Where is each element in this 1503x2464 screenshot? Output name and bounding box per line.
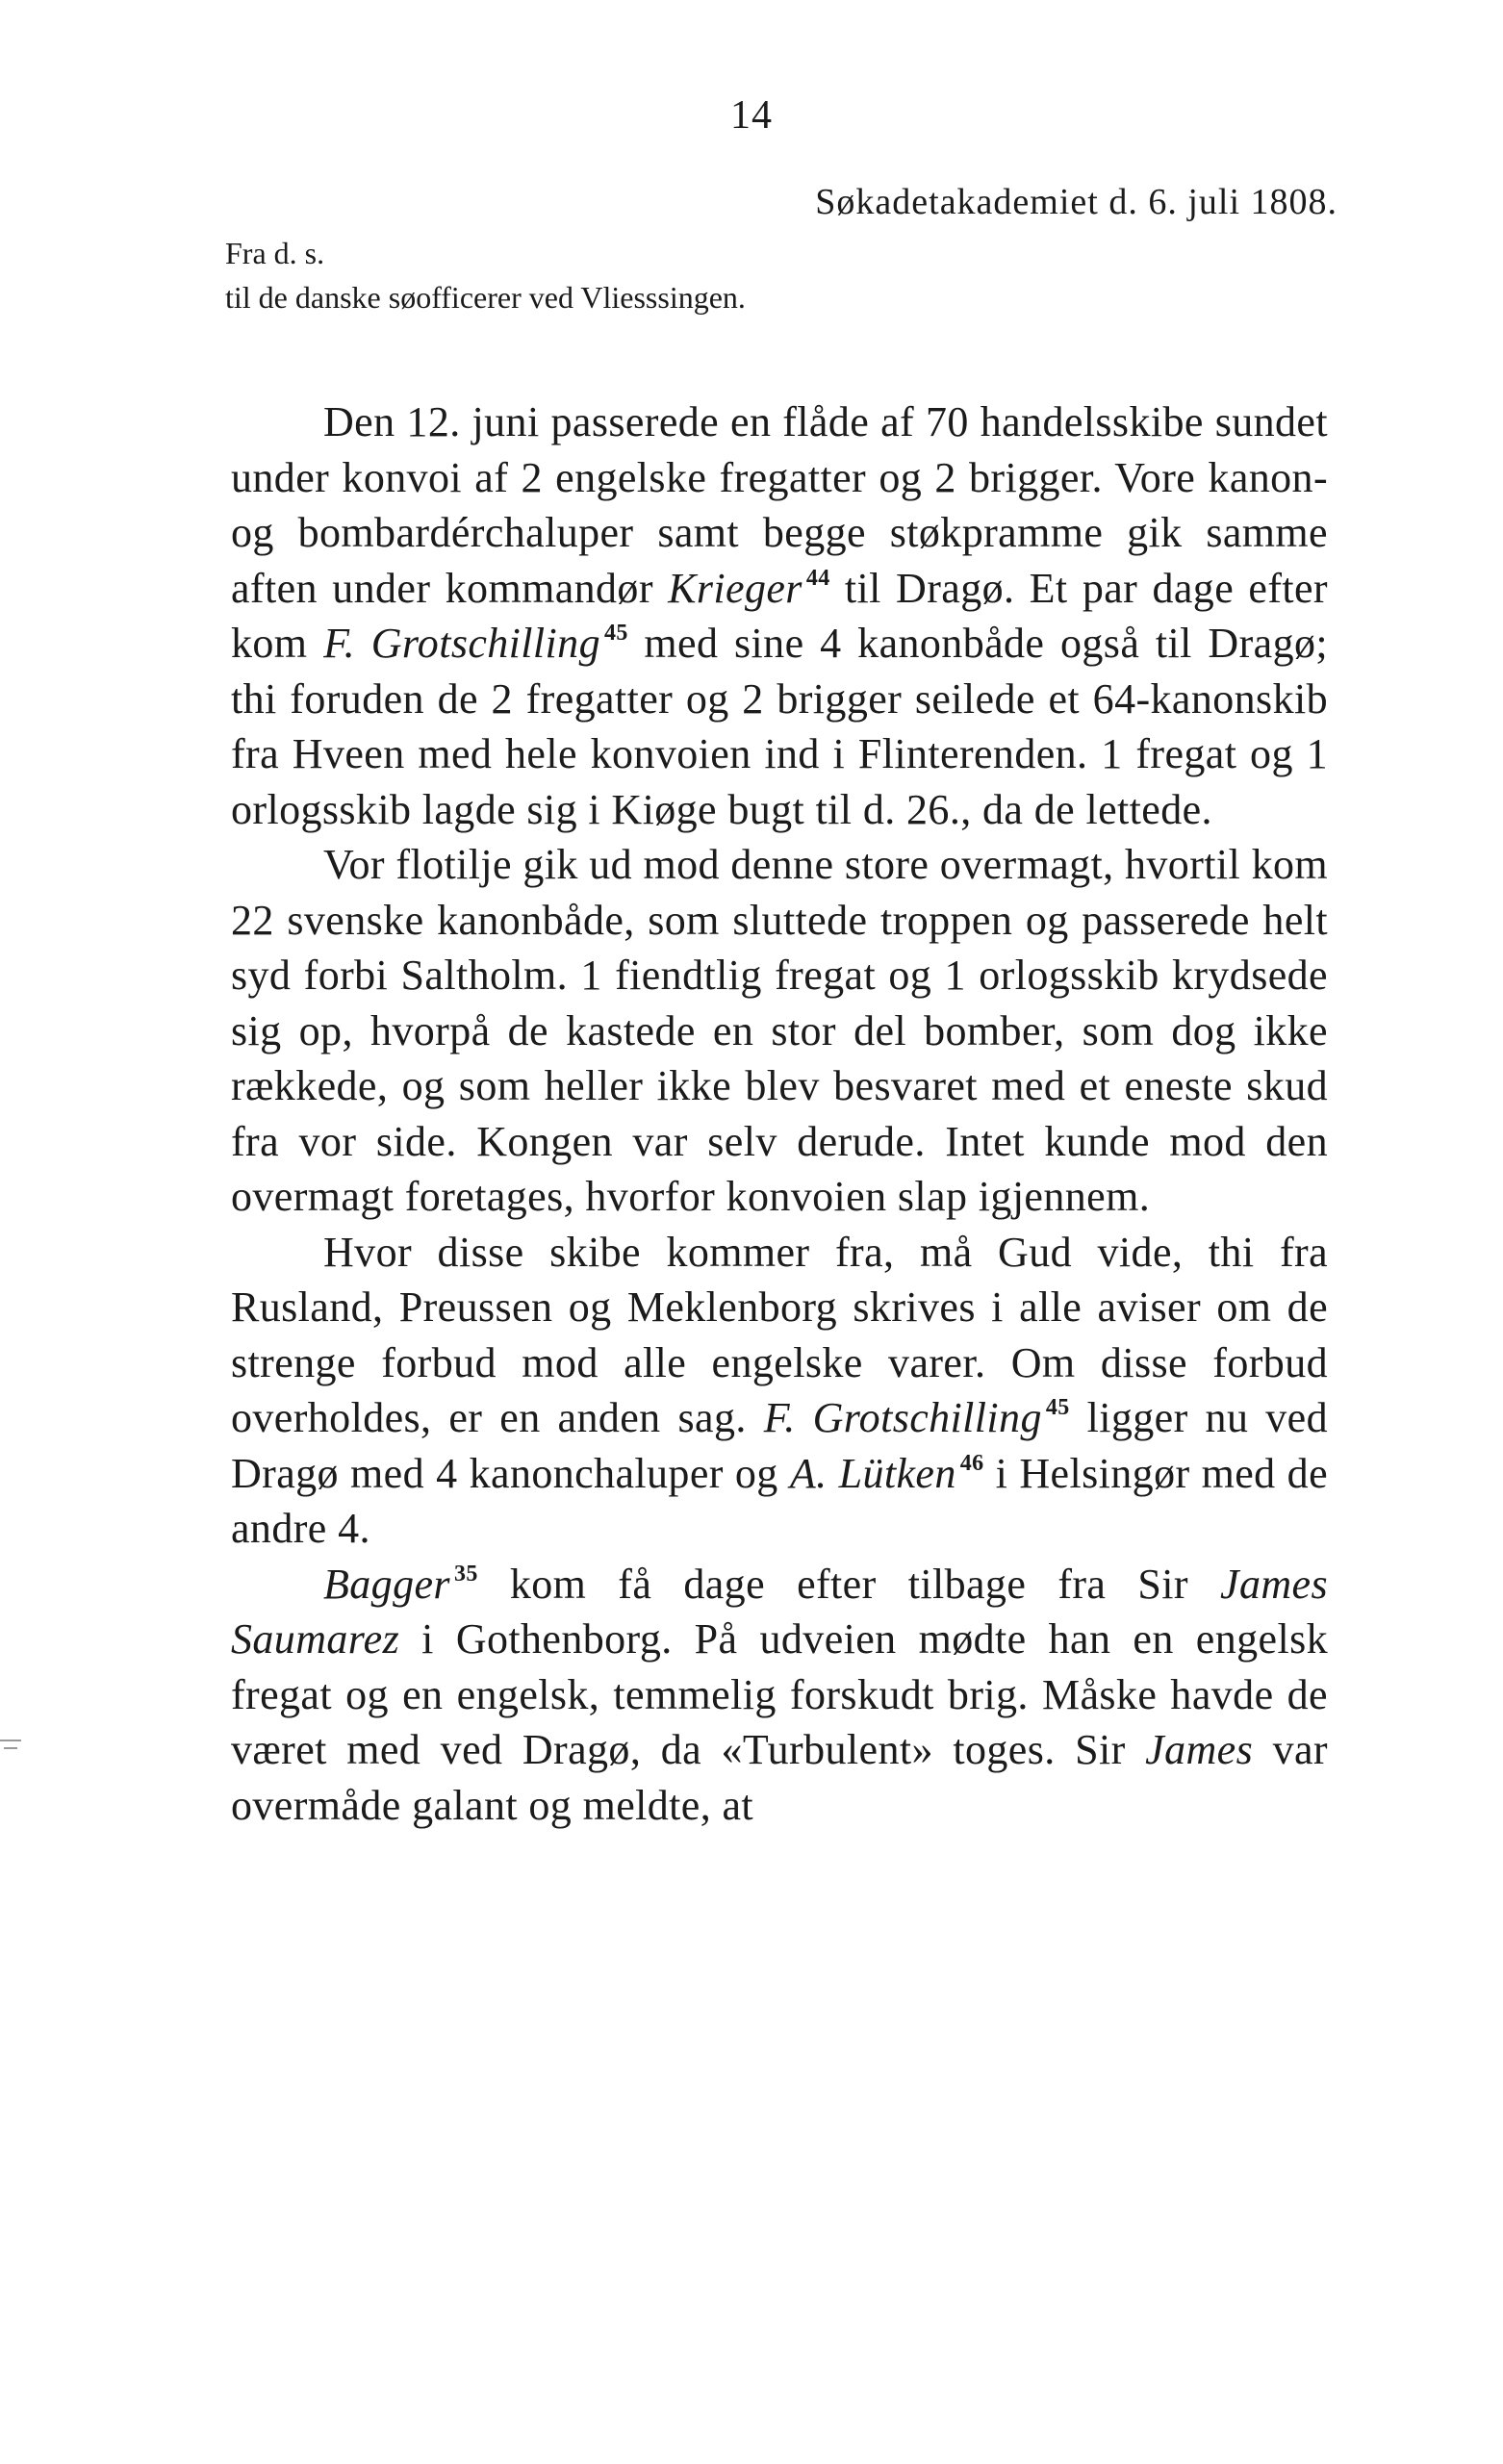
italic-name: F. Grotschilling — [323, 620, 600, 667]
body-paragraph — [231, 394, 1328, 837]
body-paragraph — [231, 1557, 1328, 1834]
text-run: med sine 4 kanonbåde også til Dragø; thi foruden de 2 fregatter og 2 brigger seilede et 64-kanonskib fra Hveen med hele konvoien ind i Flinterenden. 1 fregat og 1 orlogsskib lagde sig i Kiøge bugt til d. 26., da de lettede. — [231, 620, 1328, 833]
body-paragraph — [231, 837, 1328, 1225]
italic-name: F. Grotschilling — [763, 1394, 1042, 1441]
text-run: Vor flotilje gik ud mod denne store overmagt, hvortil kom 22 svenske kanonbåde, som sluttede troppen og passerede helt syd forbi Saltholm. 1 fiendtlig fregat og 1 orlogsskib krydsede sig op, hvorpå de kastede en stor del bomber, som dog ikke rækkede, og som heller ikke blev besvaret med et eneste skud fra vor side. Kongen var selv derude. Intet kunde mod den overmagt foretages, hvorfor konvoien slap igjennem. — [231, 841, 1328, 1220]
address-recipient: til de danske søofficerer ved Vliesssingen. — [225, 280, 746, 315]
text-run: ligger nu ved Dragø med 4 kanonchaluper og — [231, 1394, 1328, 1497]
text-run: i Helsingør med de andre 4. — [231, 1449, 1328, 1552]
italic-name: A. Lütken — [789, 1449, 956, 1497]
margin-mark — [4, 1747, 17, 1749]
letter-body — [231, 394, 1328, 1833]
footnote-ref: 44 — [805, 565, 830, 591]
page-number: 14 — [730, 93, 773, 138]
footnote-ref: 35 — [453, 1561, 478, 1587]
text-run: var overmåde galant og meldte, at — [231, 1726, 1328, 1829]
letter-address — [225, 231, 746, 319]
text-run: kom få dage efter tilbage fra Sir — [477, 1560, 1221, 1608]
body-paragraph — [231, 1225, 1328, 1557]
text-run: Hvor disse skibe kommer fra, må Gud vide, thi fra Rusland, Preussen og Meklenborg skrives i alle aviser om de strenge forbud mod alle engelske varer. Om disse forbud overholdes, er en anden sag. — [231, 1228, 1328, 1441]
footnote-ref: 45 — [1045, 1395, 1070, 1420]
dateline: Søkadetakademiet d. 6. juli 1808. — [815, 182, 1337, 222]
text-run: Den 12. juni passerede en flåde af 70 handelsskibe sundet under konvoi af 2 engelske fregatter og 2 brigger. Vore kanon- og bombardérchaluper samt begge støkpramme gik samme aften under kommandør — [231, 398, 1328, 612]
footnote-ref: 45 — [603, 621, 628, 646]
text-run: i Gothenborg. På udveien mødte han en engelsk fregat og en engelsk, temmelig forskudt brig. Måske havde de været med ved Dragø, da «Turbulent» toges. Sir — [231, 1615, 1328, 1773]
italic-name: Krieger — [668, 564, 802, 612]
italic-name: Bagger — [323, 1560, 450, 1608]
footnote-ref: 46 — [959, 1450, 984, 1476]
italic-name: James Saumarez — [231, 1560, 1328, 1663]
italic-name: James — [1145, 1726, 1254, 1773]
margin-mark — [0, 1740, 21, 1741]
text-run: til Dragø. Et par dage efter kom — [231, 564, 1328, 667]
address-sender: Fra d. s. — [225, 236, 325, 270]
